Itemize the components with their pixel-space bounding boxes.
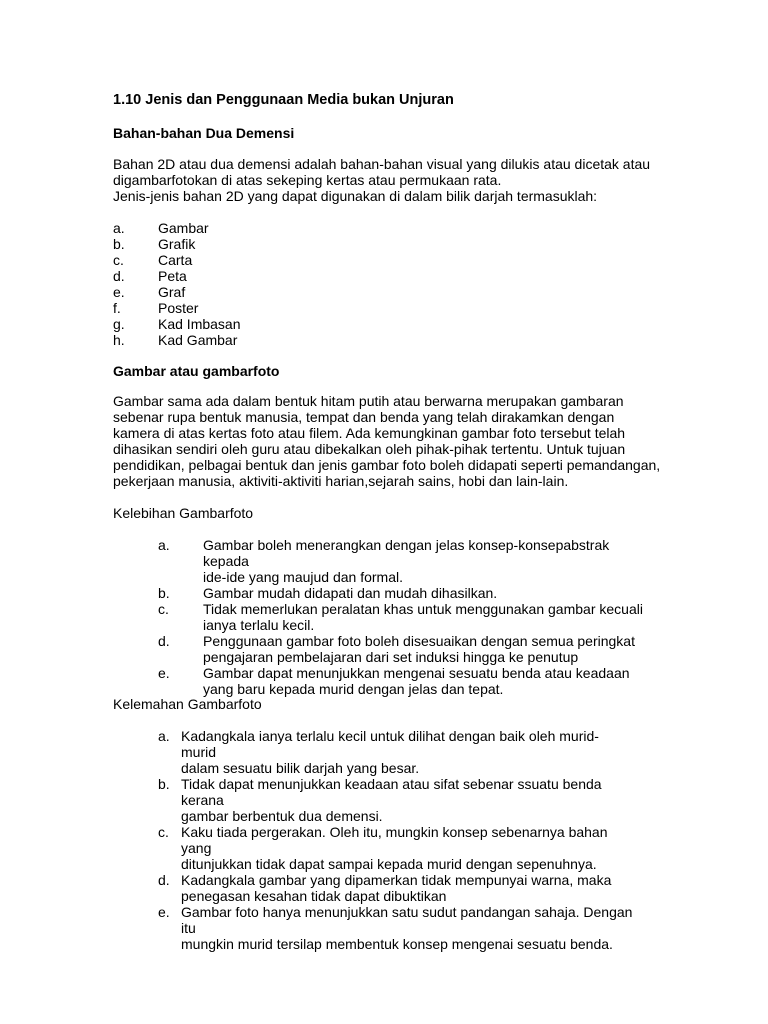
list-item: b. Grafik (113, 236, 196, 252)
list-kelemahan (113, 728, 633, 952)
list-item: a. Kadangkala ianya terlalu kecil untuk dilihat dengan baik oleh murid-murid dalam sesuatu bilik darjah yang besar. (158, 728, 599, 776)
list-kelebihan (113, 537, 658, 697)
section-heading-gambarfoto: Gambar atau gambarfoto (113, 363, 280, 379)
text-line: dihasikan sendiri oleh guru atau dibekalkan oleh pihak-pihak tertentu. Untuk tujuan (113, 441, 626, 457)
list-item: a. Gambar boleh menerangkan dengan jelas konsep-konsepabstrak kepada ide-ide yang maujud dan formal. (158, 537, 610, 585)
kelemahan-heading: Kelemahan Gambarfoto (113, 696, 262, 712)
text-line: Bahan 2D atau dua demensi adalah bahan-bahan visual yang dilukis atau dicetak atau (113, 156, 651, 172)
list-item: c. Tidak memerlukan peralatan khas untuk menggunakan gambar kecuali ianya terlalu kecil. (158, 601, 643, 633)
list-item: e. Graf (113, 284, 186, 300)
text-line: kamera di atas kertas foto atau filem. Ada kemungkinan gambar foto tersebut telah (113, 425, 626, 441)
text-line: sebenar rupa bentuk manusia, tempat dan benda yang telah dirakamkan dengan (113, 409, 615, 425)
kelebihan-heading: Kelebihan Gambarfoto (113, 505, 254, 521)
list-item: f. Poster (113, 300, 199, 316)
list-item: c. Carta (113, 252, 193, 268)
section-heading-2d: Bahan-bahan Dua Demensi (113, 125, 295, 141)
list-item: h. Kad Gambar (113, 332, 238, 348)
list-item: g. Kad Imbasan (113, 316, 241, 332)
gambarfoto-paragraph (113, 393, 673, 489)
list-item: b. Tidak dapat menunjukkan keadaan atau sifat sebenar ssuatu benda kerana gambar berbentuk dua demensi. (158, 776, 602, 824)
list-item: c. Kaku tiada pergerakan. Oleh itu, mungkin konsep sebenarnya bahan yang ditunjukkan tidak dapat sampai kepada murid dengan sepenuhnya. (158, 824, 608, 872)
list-item: d. Peta (113, 268, 187, 284)
list-2d-materials (113, 220, 241, 348)
list-item: d. Kadangkala gambar yang dipamerkan tidak mempunyai warna, maka penegasan kesahan tidak dapat dibuktikan (158, 872, 612, 904)
list-item: e. Gambar dapat menunjukkan mengenai sesuatu benda atau keadaan yang baru kepada murid dengan jelas dan tepat. (158, 665, 630, 697)
list-item: d. Penggunaan gambar foto boleh disesuaikan dengan semua peringkat pengajaran pembelajaran dari set induksi hingga ke penutup (158, 633, 635, 665)
text-line: digambarfotokan di atas sekeping kertas atau permukaan rata. (113, 172, 502, 188)
list-item: b. Gambar mudah didapati dan mudah dihasilkan. (158, 585, 498, 601)
list-item: a. Gambar (113, 220, 209, 236)
text-line: pekerjaan manusia, aktiviti-aktiviti harian,sejarah sains, hobi dan lain-lain. (113, 473, 569, 489)
text-line: Gambar sama ada dalam bentuk hitam putih atau berwarna merupakan gambaran (113, 393, 624, 409)
page-title: 1.10 Jenis dan Penggunaan Media bukan Unjuran (113, 92, 454, 108)
text-line: Jenis-jenis bahan 2D yang dapat digunakan di dalam bilik darjah termasuklah: (113, 188, 598, 204)
list-item: e. Gambar foto hanya menunjukkan satu sudut pandangan sahaja. Dengan itu mungkin murid tersilap membentuk konsep mengenai sesuatu benda. (158, 904, 633, 952)
text-line: pendidikan, pelbagai bentuk dan jenis gambar foto boleh didapati seperti pemandangan, (113, 457, 661, 473)
intro-paragraph (113, 156, 673, 204)
